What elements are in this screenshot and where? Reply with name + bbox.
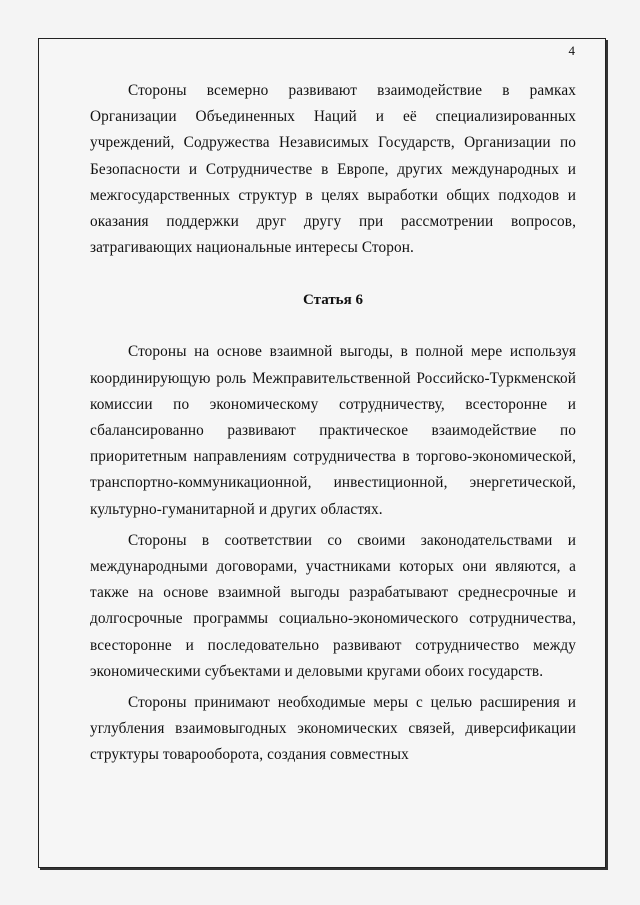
paragraph: Стороны принимают необходимые меры с целью расширения и углубления взаимовыгодных экономических связей, диверсификации структуры товарооборота, создания совместных: [90, 694, 576, 764]
document-page: [38, 38, 606, 868]
page-number: 4: [568, 43, 575, 58]
paragraph: Стороны всемерно развивают взаимодействие в рамках Организации Объединенных Наций и её специализированных учреждений, Содружества Независимых Государств, Организации по Безопасности и Сотрудничестве в Европе, других международных и межгосударственных структур в целях выработки общих подходов и оказания поддержки друг другу при рассмотрении вопросов, затрагивающих национальные интересы Сторон.: [90, 82, 576, 257]
document-body: [90, 78, 576, 769]
paragraph: Стороны на основе взаимной выгоды, в полной мере используя координирующую роль Межправительственной Российско-Туркменской комиссии по экономическому сотрудничеству, всесторонне и сбалансированно развивают практическое взаимодействие по приоритетным направлениям сотрудничества в торгово-экономической, транспортно-коммуникационной, инвестиционной, энергетической, культурно-гуманитарной и других областях.: [90, 343, 576, 518]
paragraph: Стороны в соответствии со своими законодательствами и международными договорами, участниками которых они являются, а также на основе взаимной выгоды разрабатывают среднесрочные и долгосрочные программы социально-экономического сотрудничества, всесторонне и последовательно развивают сотрудничество между экономическими субъектами и деловыми кругами обоих государств.: [90, 531, 576, 680]
article-heading: Статья 6: [303, 292, 363, 309]
